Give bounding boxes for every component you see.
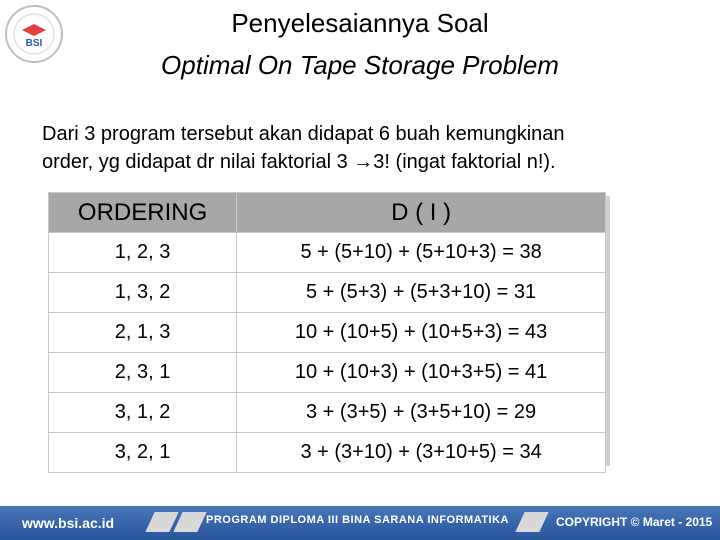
arrow-icon: →	[353, 151, 374, 173]
d-i-cell: 5 + (5+10) + (5+10+3) = 38	[237, 233, 606, 273]
page-title: Penyelesaiannya Soal	[231, 8, 489, 38]
d-i-cell: 5 + (5+3) + (5+3+10) = 31	[237, 273, 606, 313]
table-row	[49, 233, 606, 273]
intro-line-2	[42, 148, 692, 176]
header-d-i: D ( I )	[237, 193, 606, 233]
footer-bar	[0, 506, 720, 540]
ordering-cell: 3, 2, 1	[49, 433, 237, 473]
ordering-cell: 1, 3, 2	[49, 273, 237, 313]
ordering-cell: 2, 1, 3	[49, 313, 237, 353]
footer-url: www.bsi.ac.id	[22, 515, 115, 531]
logo-text: BSI	[25, 38, 43, 49]
ordering-cell: 3, 1, 2	[49, 393, 237, 433]
ordering-cell: 1, 2, 3	[49, 233, 237, 273]
table-row	[49, 273, 606, 313]
table-row	[49, 393, 606, 433]
table-row	[49, 313, 606, 353]
footer-program: PROGRAM DIPLOMA III BINA SARANA INFORMATIKA	[206, 514, 510, 526]
d-i-cell: 3 + (3+5) + (3+5+10) = 29	[237, 393, 606, 433]
intro-paragraph	[42, 120, 692, 176]
ordering-cell: 2, 3, 1	[49, 353, 237, 393]
header-ordering: ORDERING	[49, 193, 237, 233]
footer-decoration	[515, 512, 548, 532]
table-header-row	[49, 193, 606, 233]
ordering-table	[48, 192, 606, 473]
page-subtitle: Optimal On Tape Storage Problem	[161, 50, 559, 80]
d-i-cell: 10 + (10+3) + (10+3+5) = 41	[237, 353, 606, 393]
table-row	[49, 433, 606, 473]
table-row	[49, 353, 606, 393]
intro-line-2-start: order, yg didapat dr nilai faktorial 3	[42, 151, 354, 173]
d-i-cell: 3 + (3+10) + (3+10+5) = 34	[237, 433, 606, 473]
intro-line-2-end: 3! (ingat faktorial n!).	[373, 151, 556, 173]
intro-line-1: Dari 3 program tersebut akan didapat 6 buah kemungkinan	[42, 123, 565, 145]
footer-decoration	[173, 512, 206, 532]
d-i-cell: 10 + (10+5) + (10+5+3) = 43	[237, 313, 606, 353]
footer-copyright: COPYRIGHT © Maret - 2015	[556, 515, 713, 529]
